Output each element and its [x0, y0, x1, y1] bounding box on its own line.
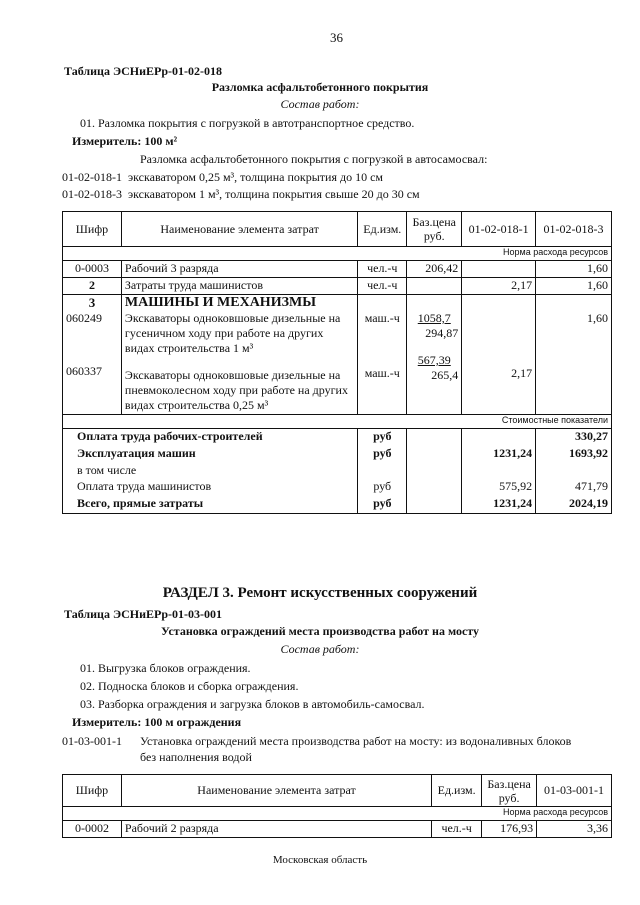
table-1-title: Разломка асфальтобетонного покрытия: [211, 80, 429, 94]
cost-row: [63, 429, 612, 446]
cell-cipher: 2: [63, 278, 122, 295]
cost-v2: 471,79: [536, 479, 612, 496]
norm-note-row: [63, 247, 612, 261]
machines-block: [63, 295, 612, 415]
cell-name: Рабочий 3 разряда: [121, 261, 357, 278]
header-row: [63, 212, 612, 247]
code-text: экскаватором 0,25 м³, толщина покрытия до 10 см: [128, 170, 383, 184]
cost-unit: руб: [358, 496, 407, 514]
table-1-code-row: [62, 187, 420, 202]
cost-row: [63, 479, 612, 496]
cell-unit: [358, 295, 407, 415]
cell-v1: [462, 261, 536, 278]
table-row: [63, 821, 612, 838]
header-col1: 01-03-001-1: [537, 775, 612, 807]
cell-cipher: [63, 295, 122, 415]
cost-unit: руб: [358, 429, 407, 446]
cost-note: Стоимостные показатели: [63, 415, 612, 429]
cost-empty: [407, 429, 462, 446]
machine-unit: маш.-ч: [364, 366, 400, 380]
table-2-code-text-2: без наполнения водой: [140, 750, 252, 764]
machine-price-2: 294,87: [425, 326, 459, 340]
cost-v2: 1693,92: [536, 446, 612, 463]
cost-v1: [462, 463, 536, 479]
cost-name: Оплата труда рабочих-строителей: [63, 429, 358, 446]
table-2-composition: Состав работ:: [280, 642, 360, 656]
cost-unit: руб: [358, 479, 407, 496]
header-unit: Ед.изм.: [432, 775, 482, 807]
cost-unit: руб: [358, 446, 407, 463]
cell-v1: 3,36: [537, 821, 612, 838]
norm-note: Норма расхода ресурсов: [63, 247, 612, 261]
code: 01-02-018-1: [62, 170, 122, 184]
code-text: экскаватором 1 м³, толщина покрытия свыше 20 до 30 см: [128, 187, 420, 201]
cell-price: 206,42: [407, 261, 462, 278]
table-2-work-item: 01. Выгрузка блоков ограждения.: [80, 661, 251, 675]
table-2-measure: Измеритель: 100 м ограждения: [72, 715, 242, 729]
code: 01-02-018-3: [62, 187, 122, 201]
machine-name: Экскаваторы одноковшовые дизельные на гусеничном ходу при работе на других видах строительства 1 м³: [124, 311, 341, 355]
cost-v1: 575,92: [462, 479, 536, 496]
cell-name: Затраты труда машинистов: [121, 278, 357, 295]
cost-name: Эксплуатация машин: [63, 446, 358, 463]
header-price: Баз.цена руб.: [407, 212, 462, 247]
table-1-composition: Состав работ:: [280, 97, 360, 111]
cell-cipher: 0-0003: [63, 261, 122, 278]
machine-price: 567,39: [417, 353, 451, 367]
cost-v2: 2024,19: [536, 496, 612, 514]
cell-name: [121, 295, 357, 415]
header-name: Наименование элемента затрат: [121, 212, 357, 247]
section-title: РАЗДЕЛ 3. Ремонт искусственных сооружений: [162, 585, 478, 601]
cost-row: [63, 446, 612, 463]
table-2-code: 01-03-001-1: [62, 734, 122, 748]
cost-row: [63, 463, 612, 479]
cell-unit: чел.-ч: [358, 278, 407, 295]
table-2-label: Таблица ЭСНиЕРр-01-03-001: [64, 607, 223, 621]
cost-empty: [407, 463, 462, 479]
table-2-code-text: Установка ограждений места производства работ на мосту: из водоналивных блоков: [140, 734, 572, 748]
table-2-work-item: 02. Подноска блоков и сборка ограждения.: [80, 679, 299, 693]
header-col2: 01-02-018-3: [536, 212, 612, 247]
header-cipher: Шифр: [63, 775, 122, 807]
cost-v1: 1231,24: [462, 496, 536, 514]
header-unit: Ед.изм.: [358, 212, 407, 247]
cost-name: Всего, прямые затраты: [63, 496, 358, 514]
cost-v2: [536, 463, 612, 479]
norm-note: Норма расхода ресурсов: [63, 807, 612, 821]
cell-unit: чел.-ч: [358, 261, 407, 278]
cell-v1: 2,17: [462, 278, 536, 295]
cost-name: Оплата труда машинистов: [63, 479, 358, 496]
machine-cipher: 060249: [66, 311, 102, 325]
header-col1: 01-02-018-1: [462, 212, 536, 247]
cell-v2: 1,60: [536, 261, 612, 278]
table-1-code-row: [62, 170, 383, 185]
cost-v1: [462, 429, 536, 446]
page-number: 36: [330, 30, 343, 45]
table-row: [63, 278, 612, 295]
cell-v1: [462, 295, 536, 415]
table-2-work-item: 03. Разборка ограждения и загрузка блоков в автомобиль-самосвал.: [80, 697, 425, 711]
table-1-desc-intro: Разломка асфальтобетонного покрытия с погрузкой в автосамосвал:: [140, 152, 488, 166]
cell-price: 176,93: [482, 821, 537, 838]
machine-unit: маш.-ч: [364, 311, 400, 325]
cost-empty: [407, 496, 462, 514]
table-1-measure: Измеритель: 100 м²: [72, 134, 178, 148]
cost-unit: [358, 463, 407, 479]
table-row: [63, 261, 612, 278]
cost-v1: 1231,24: [462, 446, 536, 463]
machine-name: Экскаваторы одноковшовые дизельные на пневмоколесном ходу при работе на других видах строительства 0,25 м³: [124, 368, 348, 412]
cell-price: [407, 295, 462, 415]
machine-price: 1058,7: [417, 311, 451, 325]
norm-note-row: [63, 807, 612, 821]
cell-price: [407, 278, 462, 295]
cost-v2: 330,27: [536, 429, 612, 446]
cell-v2: [536, 295, 612, 415]
footer: Московская область: [272, 854, 368, 866]
header-cipher: Шифр: [63, 212, 122, 247]
table-2-title: Установка ограждений места производства работ на мосту: [160, 624, 480, 638]
header-price: Баз.цена руб.: [482, 775, 537, 807]
machine-v2: 1,60: [587, 311, 608, 325]
machine-price-2: 265,4: [431, 368, 459, 382]
table-1-label: Таблица ЭСНиЕРр-01-02-018: [64, 64, 223, 78]
cell-unit: чел.-ч: [432, 821, 482, 838]
machine-v1: 2,17: [511, 366, 533, 380]
table-1-work-item: 01. Разломка покрытия с погрузкой в автотранспортное средство.: [80, 116, 415, 130]
machine-cipher: 060337: [66, 364, 102, 378]
cost-row: [63, 496, 612, 514]
section-num: 3: [88, 295, 96, 310]
cost-empty: [407, 479, 462, 496]
cost-empty: [407, 446, 462, 463]
machine-v1: [465, 311, 532, 326]
cell-cipher: 0-0002: [63, 821, 122, 838]
cost-note-row: [63, 415, 612, 429]
resource-table-1: [62, 211, 612, 514]
cost-name: в том числе: [63, 463, 358, 479]
cell-name: Рабочий 2 разряда: [121, 821, 431, 838]
section-title: МАШИНЫ И МЕХАНИЗМЫ: [124, 295, 316, 310]
resource-table-2: [62, 774, 612, 838]
header-name: Наименование элемента затрат: [121, 775, 431, 807]
header-row: [63, 775, 612, 807]
cell-v2: 1,60: [536, 278, 612, 295]
